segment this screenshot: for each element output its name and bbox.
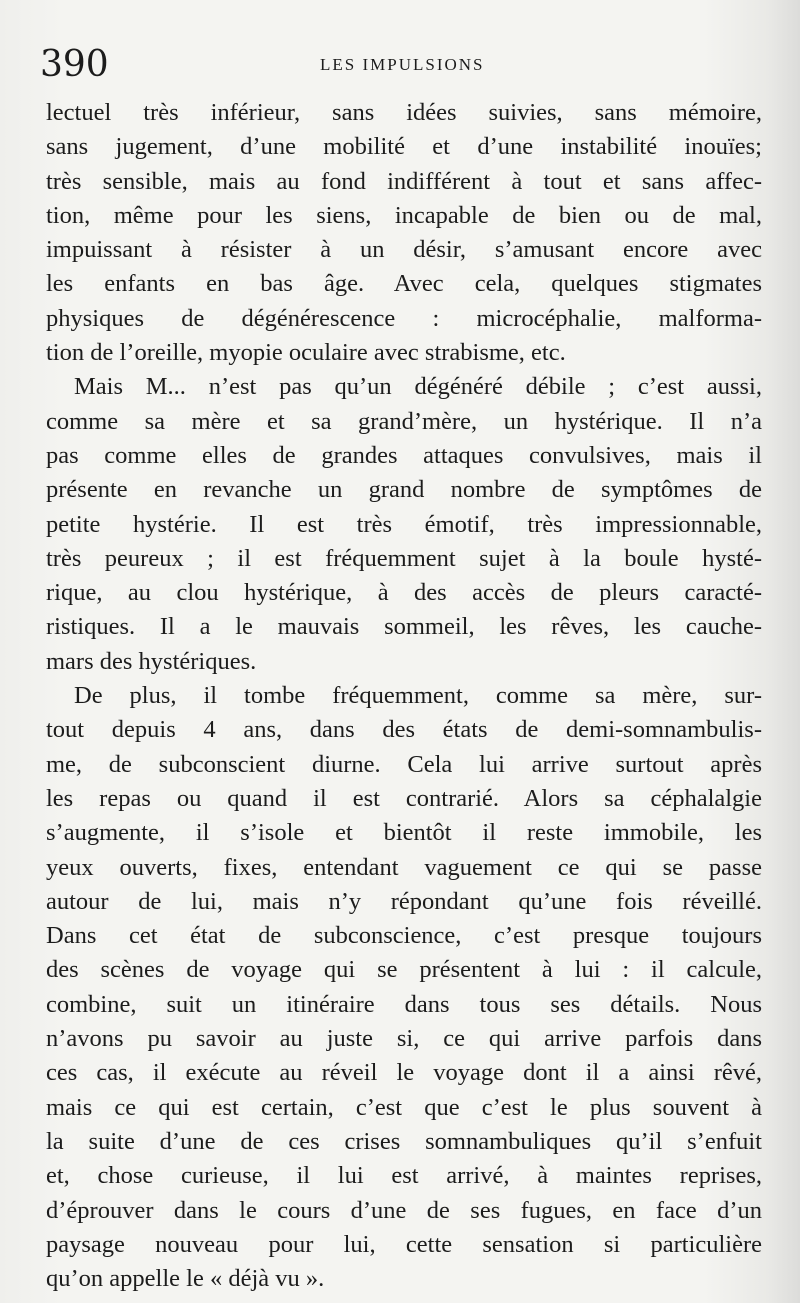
text-line: ristiques. Il a le mauvais sommeil, les rêves, les cauche- [46, 613, 762, 641]
text-line: pas comme elles de grandes attaques convulsives, mais il [46, 441, 762, 469]
text-line: les repas ou quand il est contrarié. Alors sa céphalalgie [46, 784, 762, 812]
text-line: n’avons pu savoir au juste si, ce qui arrive parfois dans [46, 1025, 762, 1053]
text-line: physiques de dégénérescence : microcéphalie, malforma- [46, 304, 762, 332]
text-line: la suite d’une de ces crises somnambuliques qu’il s’enfuit [46, 1127, 762, 1155]
page-header [40, 40, 760, 90]
text-line: comme sa mère et sa grand’mère, un hystérique. Il n’a [46, 407, 762, 435]
text-line: s’augmente, il s’isole et bientôt il reste immobile, les [46, 819, 762, 847]
text-line: très sensible, mais au fond indifférent à tout et sans affec- [46, 167, 762, 195]
text-line: tout depuis 4 ans, dans des états de demi-somnambulis- [46, 716, 762, 744]
text-line: qu’on appelle le « déjà vu ». [46, 1265, 325, 1293]
text-line: présente en revanche un grand nombre de symptômes de [46, 476, 762, 504]
text-line: lectuel très inférieur, sans idées suivies, sans mémoire, [46, 99, 762, 126]
text-line: sans jugement, d’une mobilité et d’une instabilité inouïes; [46, 133, 762, 161]
text-line: me, de subconscient diurne. Cela lui arrive surtout après [46, 750, 762, 778]
text-line: paysage nouveau pour lui, cette sensation si particulière [46, 1230, 762, 1258]
text-line: combine, suit un itinéraire dans tous ses détails. Nous [46, 990, 762, 1018]
text-line: yeux ouverts, fixes, entendant vaguement ce qui se passe [46, 853, 762, 881]
paragraph-start-line: De plus, il tombe fréquemment, comme sa mère, sur- [74, 682, 762, 710]
text-line: et, chose curieuse, il lui est arrivé, à maintes reprises, [46, 1162, 762, 1190]
text-line: rique, au clou hystérique, à des accès de pleurs caracté- [46, 579, 762, 607]
text-line: mais ce qui est certain, c’est que c’est le plus souvent à [46, 1093, 762, 1121]
body-text [46, 96, 762, 1296]
text-line: très peureux ; il est fréquemment sujet à la boule hysté- [46, 544, 762, 572]
text-line: d’éprouver dans le cours d’une de ses fugues, en face d’un [46, 1196, 762, 1224]
text-line: petite hystérie. Il est très émotif, très impressionnable, [46, 510, 762, 538]
paragraph-start-line: Mais M... n’est pas qu’un dégénéré débile ; c’est aussi, [74, 373, 762, 401]
text-line: Dans cet état de subconscience, c’est presque toujours [46, 922, 762, 950]
text-line: impuissant à résister à un désir, s’amusant encore avec [46, 236, 762, 264]
text-line: autour de lui, mais n’y répondant qu’une fois réveillé. [46, 887, 762, 915]
text-line: tion, même pour les siens, incapable de bien ou de mal, [46, 201, 762, 229]
text-line: mars des hystériques. [46, 647, 257, 675]
text-line: ces cas, il exécute au réveil le voyage dont il a ainsi rêvé, [46, 1059, 762, 1087]
text-line: les enfants en bas âge. Avec cela, quelques stigmates [46, 270, 762, 298]
text-line: tion de l’oreille, myopie oculaire avec strabisme, etc. [46, 339, 566, 367]
text-line: des scènes de voyage qui se présentent à lui : il calcule, [46, 956, 762, 984]
page-number: 390 [40, 44, 109, 85]
running-head: LES IMPULSIONS [320, 55, 485, 74]
